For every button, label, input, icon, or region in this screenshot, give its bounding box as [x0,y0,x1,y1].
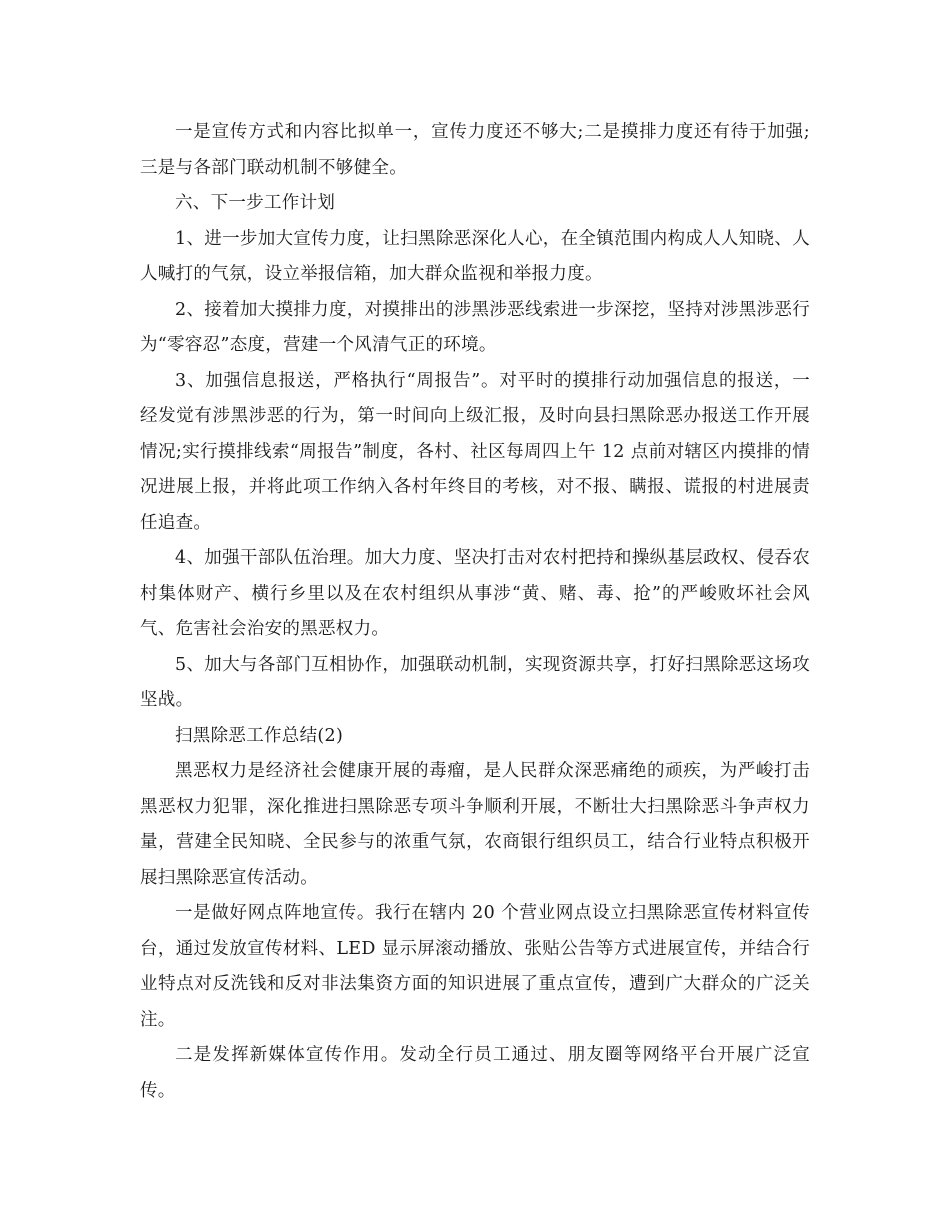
paragraph-plan-2: 2、接着加大摸排力度，对摸排出的涉黑涉恶线索进一步深挖，坚持对涉黑涉恶行为“零容忍”态度，营建一个风清气正的环境。 [140,299,810,355]
section-heading-next-plan: 六、下一步工作计划 [175,193,336,213]
paragraph-new-media: 二是发挥新媒体宣传作用。发动全行员工通过、朋友圈等网络平台开展广泛宣传。 [140,1045,810,1101]
paragraph-plan-5: 5、加大与各部门互相协作，加强联动机制，实现资源共享，打好扫黑除恶这场攻坚战。 [140,654,810,710]
section-heading-summary-2: 扫黑除恶工作总结(2) [175,725,344,746]
paragraph-branch-publicity: 一是做好网点阵地宣传。我行在辖内 20 个营业网点设立扫黑除恶宣传材料宣传台，通过发放宣传材料、LED 显示屏滚动播放、张贴公告等方式进展宣传，并结合行业特点对反洗钱和反对非法集资方面的知识进展了重点宣传，遭到广大群众的广泛关注。 [140,903,810,1030]
paragraph-plan-3: 3、加强信息报送，严格执行“周报告”。对平时的摸排行动加强信息的报送，一经发觉有涉黑涉恶的行为，第一时间向上级汇报，及时向县扫黑除恶办报送工作开展情况;实行摸排线索“周报告”制度，各村、社区每周四上午 12 点前对辖区内摸排的情况进展上报，并将此项工作纳入各村年终目的考核，对不报、瞒报、谎报的村进展责任追查。 [140,370,810,533]
paragraph-plan-4: 4、加强干部队伍治理。加大力度、坚决打击对农村把持和操纵基层政权、侵吞农村集体财产、横行乡里以及在农村组织从事涉“黄、赌、毒、抢”的严峻败坏社会风气、危害社会治安的黑恶权力。 [140,548,810,639]
paragraph-plan-1: 1、进一步加大宣传力度，让扫黑除恶深化人心，在全镇范围内构成人人知晓、人人喊打的气氛，设立举报信箱，加大群众监视和举报力度。 [140,228,810,284]
paragraph-shortcomings: 一是宣传方式和内容比拟单一，宣传力度还不够大;二是摸排力度还有待于加强;三是与各部门联动机制不够健全。 [140,122,810,178]
paragraph-summary-intro: 黑恶权力是经济社会健康开展的毒瘤，是人民群众深恶痛绝的顽疾，为严峻打击黑恶权力犯罪，深化推进扫黑除恶专项斗争顺利开展，不断壮大扫黑除恶斗争声权力量，营建全民知晓、全民参与的浓重气氛，农商银行组织员工，结合行业特点积极开展扫黑除恶宣传活动。 [140,761,810,888]
document-page [140,115,810,1109]
